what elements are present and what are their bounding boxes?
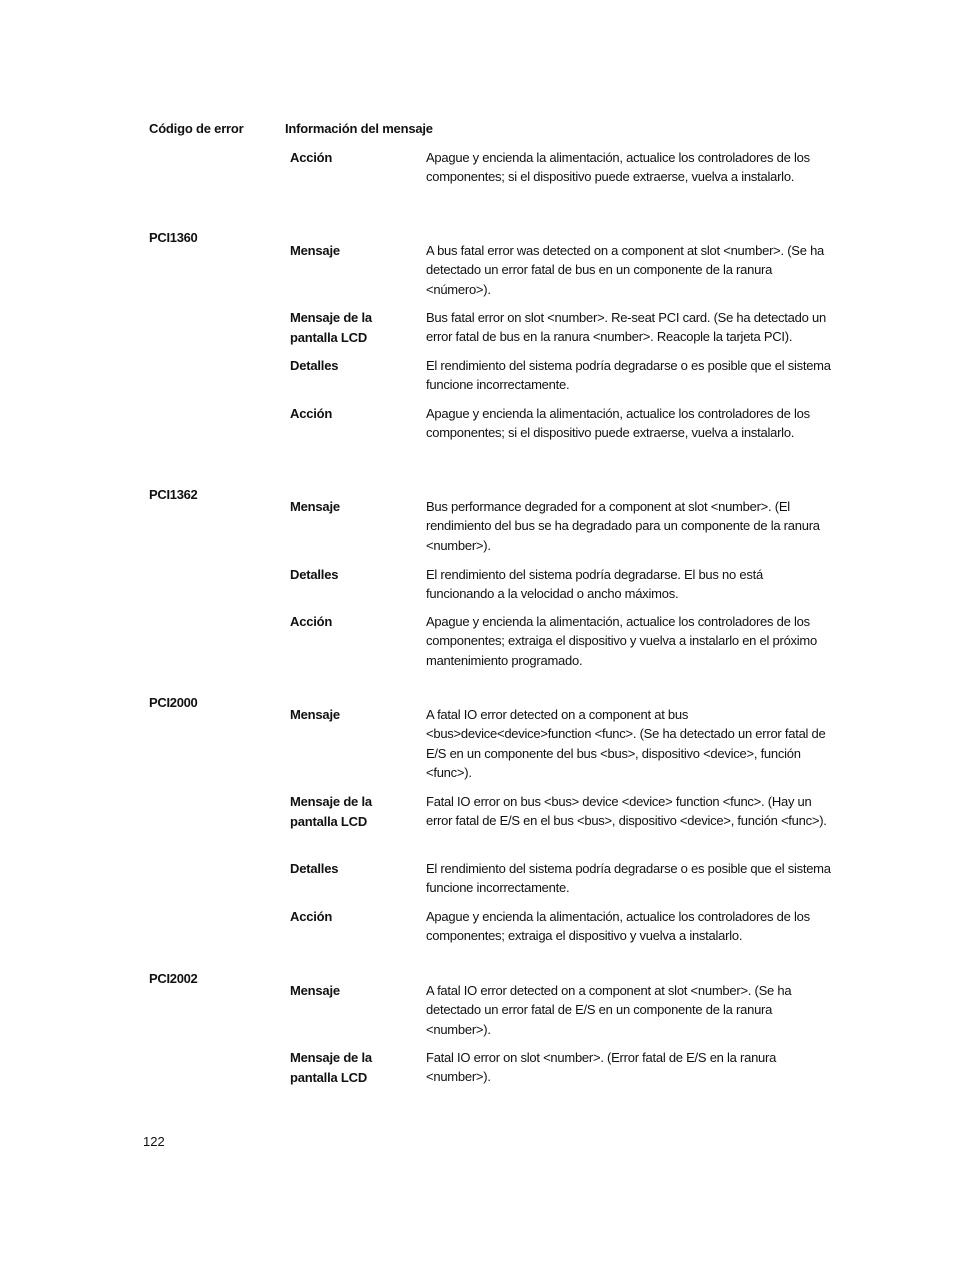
row-text: A fatal IO error detected on a component at bus <bus>device<device>function <func>. (Se ha detectado un error fatal de E/S en un componente del bus <bus>, dispositivo <device>, función <func>). [426, 707, 826, 780]
row-text: Apague y encienda la alimentación, actualice los controladores de los componentes; extraiga el dispositivo y vuelva a instalarlo. [426, 909, 810, 944]
row-label: Detalles [290, 358, 339, 373]
row-label: Mensaje [290, 243, 340, 258]
row-label: Acción [290, 406, 333, 421]
row-text: Bus performance degraded for a component at slot <number>. (El rendimiento del bus se ha degradado para un componente de la ranura <number>). [426, 499, 820, 553]
row-text: Bus fatal error on slot <number>. Re-seat PCI card. (Se ha detectado un error fatal de bus en la ranura <number>. Reacople la tarjeta PCI). [426, 310, 826, 345]
row-label: Mensaje [290, 983, 340, 998]
row-text: El rendimiento del sistema podría degradarse o es posible que el sistema funcione incorrectamente. [426, 358, 831, 393]
row-text: Apague y encienda la alimentación, actualice los controladores de los componentes; extraiga el dispositivo y vuelva a instalarlo en el próximo mantenimiento programado. [426, 614, 817, 668]
page-number: 122 [143, 1134, 165, 1149]
error-code: PCI1362 [149, 487, 198, 502]
error-code: PCI1360 [149, 230, 198, 245]
row-label: Mensaje de la pantalla LCD [290, 1050, 372, 1085]
row-text: Fatal IO error on slot <number>. (Error fatal de E/S en la ranura <number>). [426, 1050, 777, 1085]
row-text: Apague y encienda la alimentación, actualice los controladores de los componentes; si el dispositivo puede extraerse, vuelva a instalarlo. [426, 406, 810, 441]
row-text: A bus fatal error was detected on a component at slot <number>. (Se ha detectado un error fatal de bus en un componente de la ranura <número>). [426, 243, 825, 297]
row-label: Mensaje [290, 499, 340, 514]
row-label: Mensaje [290, 707, 340, 722]
error-code: PCI2000 [149, 695, 198, 710]
row-text: A fatal IO error detected on a component at slot <number>. (Se ha detectado un error fatal de E/S en un componente de la ranura <number>). [426, 983, 792, 1037]
row-label: Mensaje de la pantalla LCD [290, 310, 372, 345]
row-label: Acción [290, 150, 333, 165]
row-label: Detalles [290, 861, 339, 876]
row-text: Fatal IO error on bus <bus> device <device> function <func>. (Hay un error fatal de E/S en el bus <bus>, dispositivo <device>, función <func>). [426, 794, 827, 829]
row-text: Apague y encienda la alimentación, actualice los controladores de los componentes; si el dispositivo puede extraerse, vuelva a instalarlo. [426, 150, 810, 185]
row-text: El rendimiento del sistema podría degradarse. El bus no está funcionando a la velocidad o ancho máximos. [426, 567, 763, 602]
row-text: El rendimiento del sistema podría degradarse o es posible que el sistema funcione incorrectamente. [426, 861, 831, 896]
row-label: Acción [290, 614, 333, 629]
row-label: Detalles [290, 567, 339, 582]
error-code: PCI2002 [149, 971, 198, 986]
column-header-code: Código de error [149, 121, 244, 136]
column-header-info: Información del mensaje [285, 121, 433, 136]
row-label: Acción [290, 909, 333, 924]
row-label: Mensaje de la pantalla LCD [290, 794, 372, 829]
